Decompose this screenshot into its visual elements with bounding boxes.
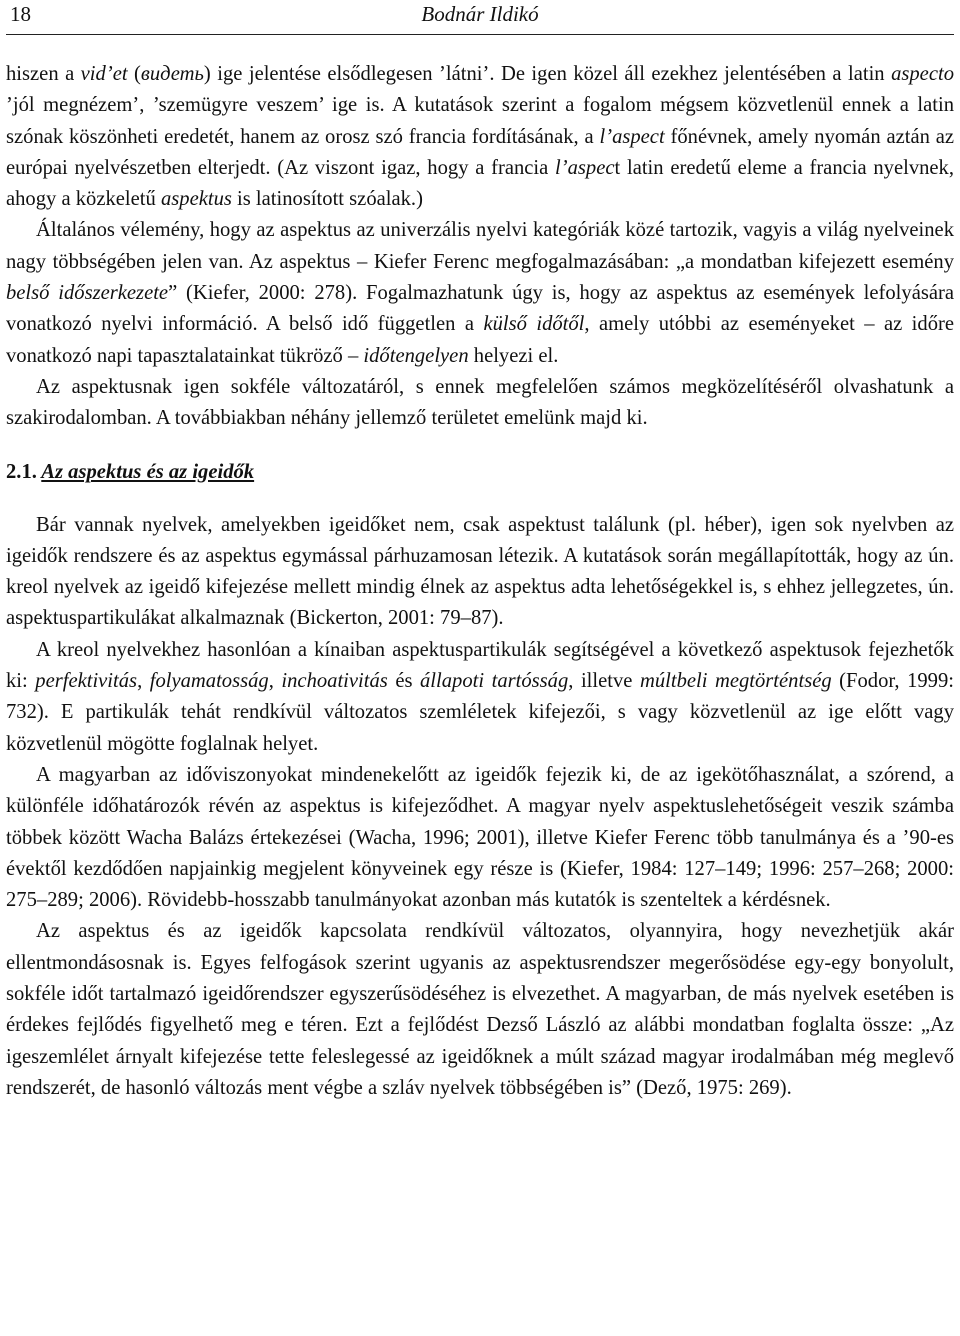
italic-term: aspecto (891, 63, 954, 85)
italic-term: inchoativitás (281, 670, 388, 693)
text-run: Bár vannak nyelvek, amelyekben igeidőket nem, csak aspektust találunk (pl. héber), igen sok nyelvben az igeidők rendszere és az aspektus egymással párhuzamosan létezik. A kutatások során megállapították, hogy az ún. kreol nyelvek az igeidő kifejezése mellett mindig élnek az aspektus adta lehetőségekkel is, s ehhez jellegzetes, ún. aspektuspartikulákat alkalmaznak (Bickerton, 2001: 79–87). (6, 513, 954, 630)
paragraph-p1 (6, 59, 954, 215)
paragraph-p4 (6, 510, 954, 635)
text-run: , (137, 670, 150, 693)
text-run: A kreol nyelvekhez hasonlóan a kínaiban aspektuspartikulák segítségével a következő aspektusok fejezhetők ki: (6, 638, 954, 693)
text-run: t latin eredetű eleme a francia nyelvnek, ahogy a közkeletű (6, 156, 954, 211)
paragraph-group-intro (6, 59, 954, 435)
text-run: is latinosított szóalak.) (231, 188, 423, 211)
italic-term: belső időszerkezete (6, 282, 169, 305)
paragraph-group-section (6, 510, 954, 1105)
text-run: Az aspektusnak igen sokféle változatáról, s ennek megfelelően számos megközelítéséről olvashatunk a szakirodalomban. A továbbiakban néhány jellemző területet emelünk majd ki. (6, 375, 954, 430)
paragraph-p5 (6, 635, 954, 760)
text-run: hiszen a (6, 63, 81, 85)
paragraph-p6 (6, 760, 954, 916)
page-body (6, 59, 954, 1104)
text-run: Az aspektus és az igeidők kapcsolata rendkívül változatos, olyannyira, hogy nevezhetjük akár ellentmondásosnak is. Egyes felfogások szerint ugyanis az aspektusrendszer megerősödése egy-egy bonyolult, sokféle időt tartalmazó igeidőrendszer egyszerűsödéséhez is elvezethet. A magyarban, de más nyelvek esetében is érdekes fejlődés figyelhető meg e téren. Ezt a fejlődést Dezső László az alábbi mondatban foglalta össze: „Az igeszemlélet árnyalt kifejezése tette feleslegessé az igeidőknek a múlt század magyar irodalmában még meglevő rendszerét, de hasonló változás ment végbe a szláv nyelvek többségében is” (Dező, 1975: 269). (6, 920, 954, 1099)
text-run: főnévnek, amely nyomán aztán az európai nyelvészetben elterjedt. (Az viszont igaz, hogy a francia (6, 125, 954, 179)
section-title: Az aspektus és az igeidők (41, 460, 255, 483)
italic-term: aspektus (160, 188, 232, 211)
text-run: (Fodor, 1999: 732). E partikulák tehát rendkívül változatos szemléletek kifejezői, s vagy közvetlenül az ige előtt vagy közvetlenül mögötte foglalnak helyet. (6, 670, 954, 755)
italic-term: perfektivitás (35, 670, 138, 693)
italic-term: vid’et (80, 63, 128, 85)
italic-term: állapoti tartósság (420, 670, 569, 693)
text-run: A magyarban az időviszonyokat mindenekelőtt az igeidők fejezik ki, de az igekötőhasználat, a szórend, a különféle időhatározók révén az aspektus is kifejeződhet. A magyar nyelv aspektuslehetőségeit veszik számba többek között Wacha Balázs értekezései (Wacha, 1996; 2001), illetve Kiefer Ferenc több tanulmánya és a ’90-es évektől kezdődően napjainkig megjelent könyveinek egy része is (Kiefer, 1984: 127–149; 1996: 257–268; 2000: 275–289; 2006). Rövidebb-hosszabb tanulmányokat azonban más kutatók is szenteltek a kérdésnek. (6, 763, 954, 912)
section-heading (6, 457, 954, 488)
page-header (6, 0, 954, 35)
text-run: és (387, 670, 420, 693)
italic-term: külső időtől (483, 313, 585, 336)
italic-term: l’aspect (599, 125, 665, 148)
paragraph-p7 (6, 916, 954, 1104)
italic-term: folyamatosság (149, 670, 269, 693)
italic-term: múltbeli megtörténtség (639, 670, 832, 693)
paragraph-p3 (6, 372, 954, 435)
text-run: , (268, 670, 282, 693)
italic-term: időtengelyen (363, 344, 469, 367)
text-run: , amely utóbbi az eseményeket – az időre vonatkozó napi tapasztalatainkat tükröző – (6, 313, 954, 367)
italic-term: видеть (140, 63, 204, 85)
page-number: 18 (10, 2, 31, 26)
text-run: ’jól megnézem’, ’szemügyre veszem’ ige is. A kutatások szerint a fogalom mégsem közvetlenül ennek a latin szónak köszönheti eredetét, hanem az orosz szó francia fordításának, a (6, 94, 954, 148)
text-run: ( (127, 63, 141, 85)
text-run: ” (Kiefer, 2000: 278). Fogalmazhatunk úgy is, hogy az aspektus az események lefolyására vonatkozó nyelvi információ. A belső idő független a (6, 282, 954, 336)
section-number: 2.1. (6, 460, 37, 483)
italic-term: l’aspec (555, 156, 615, 179)
paragraph-p2 (6, 215, 954, 371)
document-page (6, 0, 954, 1104)
text-run: ) ige jelentése elsődlegesen ’látni’. De igen közel áll ezekhez jelentésében a latin (203, 63, 892, 85)
text-run: Általános vélemény, hogy az aspektus az univerzális nyelvi kategóriák közé tartozik, vagyis a világ nyelveinek nagy többségében jelen van. Az aspektus – Kiefer Ferenc megfogalmazásában: „a mondatban kifejezett esemény (6, 219, 954, 273)
running-head: Bodnár Ildikó (421, 2, 539, 26)
text-run: helyezi el. (468, 344, 559, 367)
text-run: , illetve (568, 670, 640, 693)
